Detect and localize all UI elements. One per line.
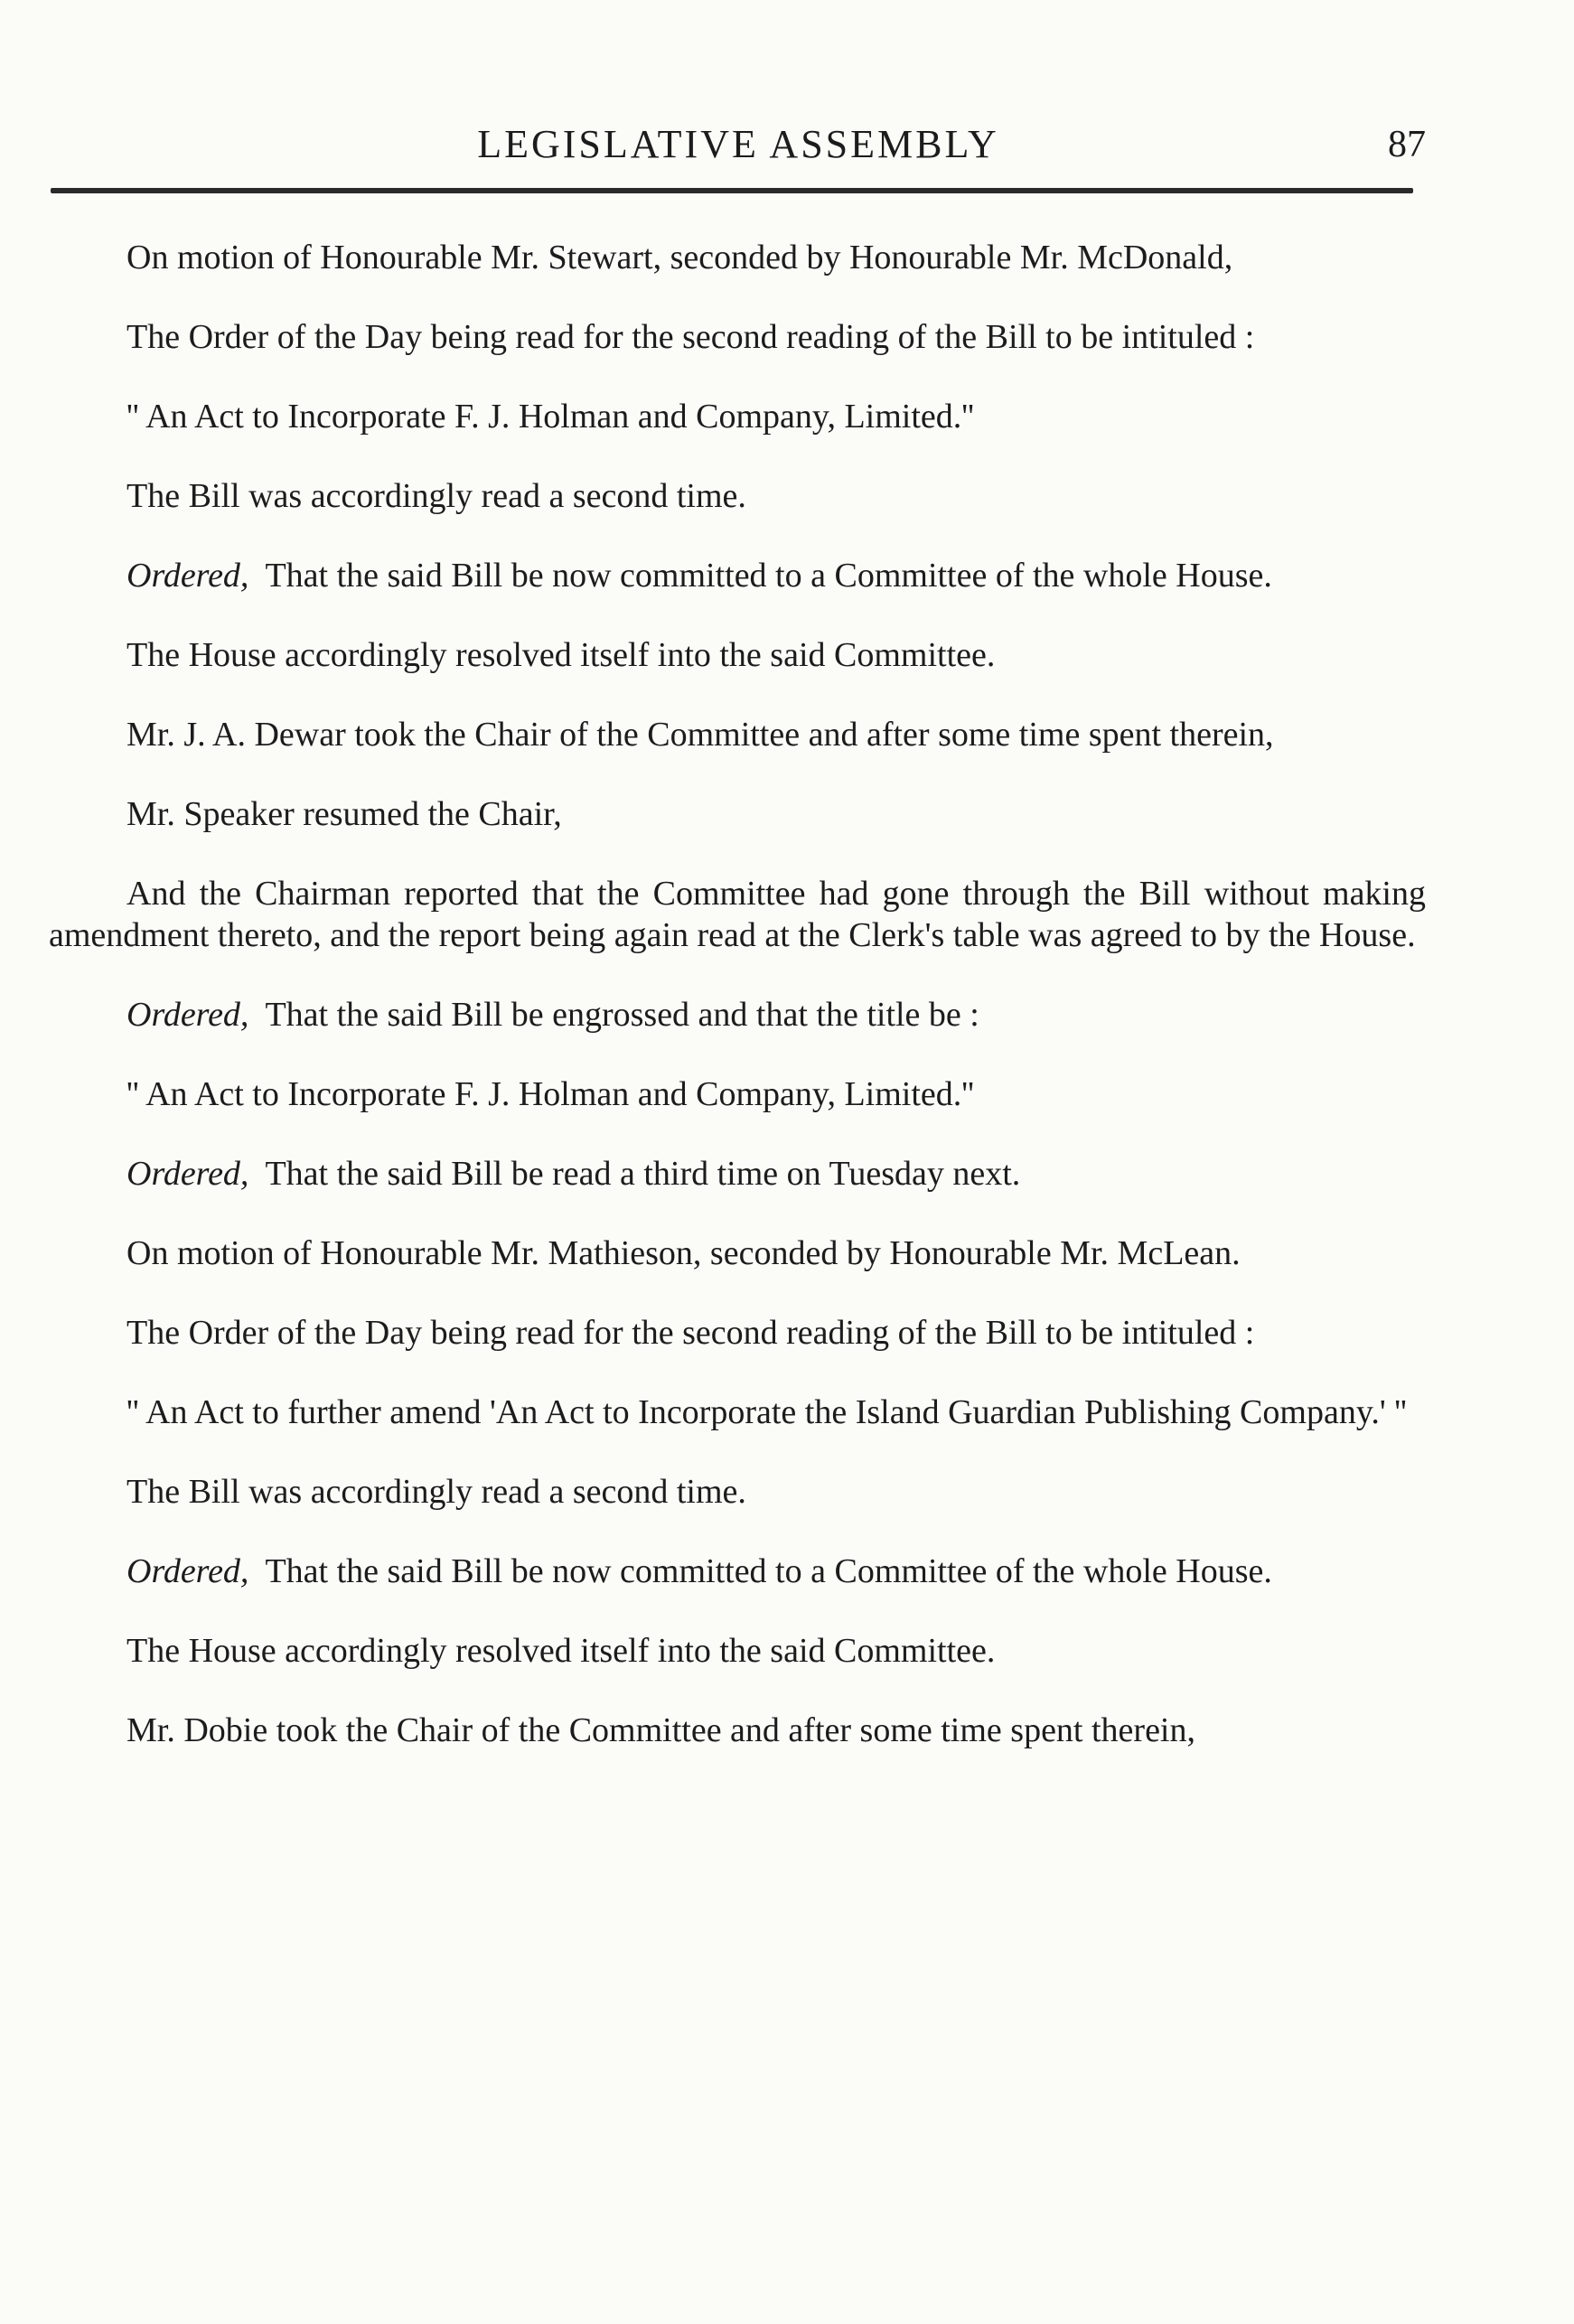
paragraph [49, 396, 1426, 437]
paragraph [49, 714, 1426, 755]
paragraph-text: '' An Act to Incorporate F. J. Holman and Company, Limited.'' [126, 398, 974, 436]
paragraph-text: The Bill was accordingly read a second time. [126, 477, 746, 515]
paragraph-text: Mr. Speaker resumed the Chair, [126, 795, 562, 833]
paragraph [49, 793, 1426, 835]
paragraph-text: '' An Act to Incorporate F. J. Holman and Company, Limited.'' [126, 1075, 974, 1113]
paragraph-text: Mr. J. A. Dewar took the Chair of the Committee and after some time spent therein, [126, 716, 1274, 754]
paragraph-text: That the said Bill be read a third time on Tuesday next. [265, 1155, 1021, 1193]
paragraph [49, 237, 1426, 278]
ordered-label: Ordered, [126, 1155, 249, 1193]
ordered-paragraph [49, 1153, 1426, 1195]
paragraph-text: The House accordingly resolved itself into the said Committee. [126, 636, 996, 674]
paragraph [49, 1392, 1426, 1433]
header-rule [51, 188, 1413, 193]
page-number: 87 [1388, 124, 1426, 165]
paragraph [49, 1073, 1426, 1115]
paragraph-text: The Order of the Day being read for the second reading of the Bill to be intituled : [126, 318, 1255, 356]
paragraph-text: Mr. Dobie took the Chair of the Committee and after some time spent therein, [126, 1711, 1195, 1749]
paragraph-text: The Order of the Day being read for the second reading of the Bill to be intituled : [126, 1314, 1255, 1352]
paragraph [49, 1630, 1426, 1672]
paragraph-text: That the said Bill be now committed to a Committee of the whole House. [265, 557, 1272, 595]
paragraph-text: The House accordingly resolved itself into the said Committee. [126, 1632, 996, 1670]
ordered-label: Ordered, [126, 996, 249, 1034]
body-text [49, 237, 1426, 1789]
paragraph-text: On motion of Honourable Mr. Stewart, seconded by Honourable Mr. McDonald, [126, 239, 1233, 276]
paragraph [49, 1232, 1426, 1274]
paragraph-text: And the Chairman reported that the Committee had gone through the Bill without making amendment thereto, and the report being again read at the Clerk's table was agreed to by the House. [49, 875, 1426, 954]
paragraph-text: On motion of Honourable Mr. Mathieson, seconded by Honourable Mr. McLean. [126, 1234, 1241, 1272]
ordered-label: Ordered, [126, 557, 249, 595]
ordered-paragraph [49, 994, 1426, 1035]
ordered-paragraph [49, 555, 1426, 596]
paragraph [49, 873, 1426, 956]
ordered-paragraph [49, 1551, 1426, 1592]
paragraph [49, 475, 1426, 517]
running-head: LEGISLATIVE ASSEMBLY [477, 122, 999, 166]
ordered-label: Ordered, [126, 1552, 249, 1590]
paragraph [49, 1471, 1426, 1513]
paragraph [49, 316, 1426, 358]
paragraph [49, 634, 1426, 676]
paragraph-text: '' An Act to further amend 'An Act to Incorporate the Island Guardian Publishing Company.' '' [126, 1393, 1407, 1431]
paragraph-text: That the said Bill be engrossed and that the title be : [265, 996, 979, 1034]
paragraph-text: That the said Bill be now committed to a Committee of the whole House. [265, 1552, 1272, 1590]
paragraph [49, 1312, 1426, 1354]
page-header [51, 117, 1426, 172]
paragraph-text: The Bill was accordingly read a second time. [126, 1473, 746, 1511]
paragraph [49, 1710, 1426, 1751]
